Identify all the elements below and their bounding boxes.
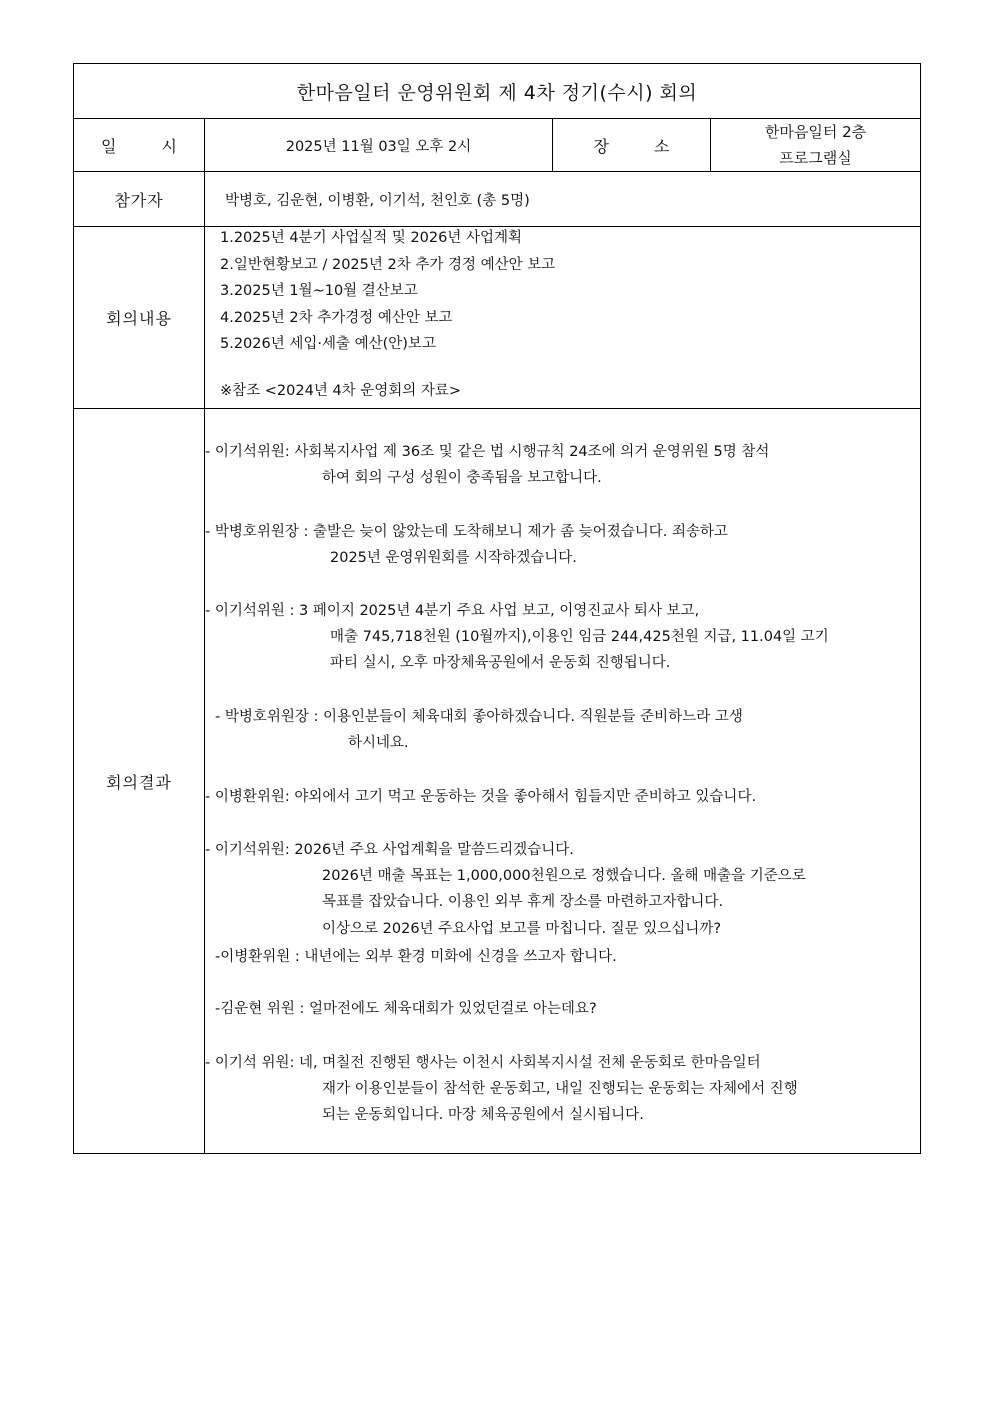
agenda-item: 3.2025년 1월~10월 결산보고 [220,283,418,299]
results-label: 회의결과 [106,772,172,792]
result-line: - 이기석위원 : 3 페이지 2025년 4분기 주요 사업 보고, 이영진교사 퇴사 보고, [205,603,700,619]
agenda-item: 2.일반현황보고 / 2025년 2차 추가 경정 예산안 보고 [220,256,556,273]
participants-label: 참가자 [114,190,164,210]
result-line: 매출 745,718천원 (10월까지),이용인 임금 244,425천원 지급, 11.04일 고기 [330,629,829,645]
result-line: 재가 이용인분들이 참석한 운동회고, 내일 진행되는 운동회는 자체에서 진행 [322,1081,798,1097]
results-content [205,409,920,1153]
result-line: - 박병호위원장 : 이용인분들이 체육대회 좋아하겠습니다. 직원분들 준비하느라 고생 [215,709,743,725]
place-line-2: 프로그램실 [779,149,852,167]
agenda-label: 회의내용 [106,309,172,328]
datetime-label: 일 시 [101,136,197,156]
agenda-item: 1.2025년 4분기 사업실적 및 2026년 사업계획 [220,230,522,246]
result-line: -이병환위원 : 내년에는 외부 환경 미화에 신경을 쓰고자 합니다. [215,949,617,965]
document-title: 한마음일터 운영위원회 제 4차 정기(수시) 회의 [74,64,920,119]
result-line: 이상으로 2026년 주요사업 보고를 마칩니다. 질문 있으십니까? [322,921,722,937]
place-label: 장 소 [593,136,690,156]
minutes-table [73,63,921,1154]
result-line: 되는 운동회입니다. 마장 체육공원에서 실시됩니다. [322,1107,644,1123]
result-line: - 이기석위원: 사회복지사업 제 36조 및 같은 법 시행규칙 24조에 의거 운영위원 5명 참석 [205,444,770,460]
result-line: 목표를 잡았습니다. 이용인 외부 휴게 장소를 마련하고자합니다. [322,894,724,910]
agenda-item: 4.2025년 2차 추가경정 예산안 보고 [220,309,453,326]
result-line: 하여 회의 구성 성원이 충족됨을 보고합니다. [322,470,602,486]
agenda-item: 5.2026년 세입·세출 예산(안)보고 [220,336,436,352]
result-line: 2026년 매출 목표는 1,000,000천원으로 정했습니다. 올해 매출을 기준으로 [322,868,806,884]
result-line: - 이병환위원: 야외에서 고기 먹고 운동하는 것을 좋아해서 힘들지만 준비하고 있습니다. [205,789,757,805]
result-line: - 박병호위원장 : 출발은 늦이 않았는데 도착해보니 제가 좀 늦어졌습니다. 죄송하고 [205,524,729,540]
result-line: - 이기석위원: 2026년 주요 사업계획을 말씀드리겠습니다. [205,842,574,858]
place-value [711,119,920,171]
agenda-reference-note: ※참조 <2024년 4차 운영회의 자료> [220,382,462,399]
result-line: 파티 실시, 오후 마장체육공원에서 운동회 진행됩니다. [330,655,671,671]
datetime-value: 2025년 11월 03일 오후 2시 [285,138,472,155]
place-line-1: 한마음일터 2층 [764,123,867,141]
agenda-content [205,225,920,408]
participants-value: 박병호, 김운현, 이병환, 이기석, 천인호 (총 5명) [225,192,530,209]
result-line: -김운현 위원 : 얼마전에도 체육대회가 있었던걸로 아는데요? [215,1001,597,1017]
result-line: 2025년 운영위원회를 시작하겠습니다. [330,550,577,566]
result-line: - 이기석 위원: 네, 며칠전 진행된 행사는 이천시 사회복지시설 전체 운동회로 한마음일터 [205,1055,761,1071]
result-line: 하시네요. [348,735,409,751]
